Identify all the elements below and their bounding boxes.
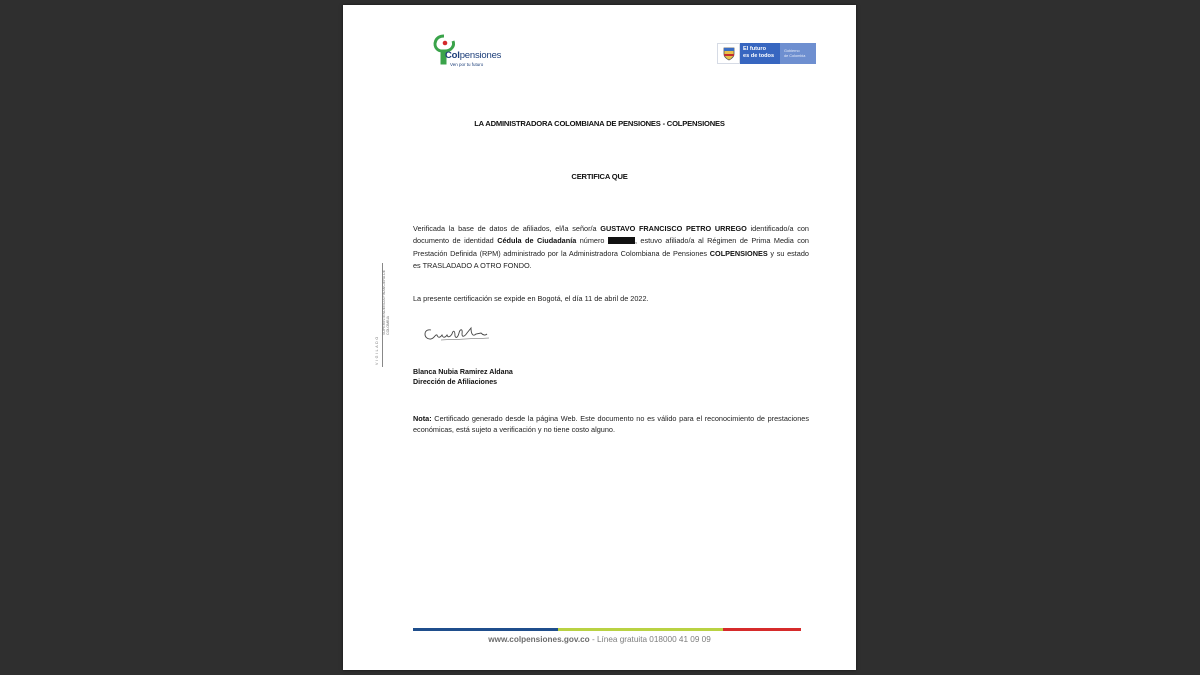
note-text: Certificado generado desde la página Web. Este documento no es válido para el reconocimiento de prestaciones económicas, está sujeto a verificación y no tiene costo alguno. [413,414,809,434]
document-heading: LA ADMINISTRADORA COLOMBIANA DE PENSIONES - COLPENSIONES [474,119,725,128]
entity-name: COLPENSIONES [709,248,768,258]
note-label: Nota: [413,414,432,423]
signature-image [421,320,491,348]
colpensiones-wordmark: Colpensiones [445,50,502,61]
footer-contact: www.colpensiones.gov.co - Línea gratuita 018000 41 09 09 [488,635,711,644]
id-type: Cédula de Ciudadanía [497,236,577,246]
gobierno-slogan: El futuro es de todos [740,43,780,64]
document-subheading: CERTIFICA QUE [571,172,628,181]
colpensiones-tagline: Ven por tu futuro [450,62,484,67]
footer-phone: Línea gratuita 018000 41 09 09 [596,635,711,644]
footer-color-bar [413,628,801,631]
redacted-id-number [608,237,635,244]
colpensiones-logo [431,33,511,75]
certification-paragraph: Verificada la base de datos de afiliados, el/la señor/a GUSTAVO FRANCISCO PETRO URREGO identificado/a con documento de identidad Cédula de Ciudadanía número , estuvo afiliado/a al Régimen de Prima Media con Prestación Definida (RPM) administrado por la Administradora Colombiana de Pensiones COLPENSIONES y su estado es TRASLADADO A OTRO FONDO. [413,224,809,271]
footer-website-link[interactable]: www.colpensiones.gov.co [488,635,590,644]
coat-of-arms-icon [717,43,740,64]
signer-department: Dirección de Afiliaciones [413,378,498,386]
document-page [343,5,856,670]
gobierno-entity: Gobierno de Colombia [780,43,816,64]
signer-name: Blanca Nubia Ramirez Aldana [413,368,513,376]
vigilado-stamp [375,263,395,367]
footer-bar-red [723,628,801,631]
stamp-entity: SUPERINTENDENCIA FINANCIERA DE COLOMBIA [382,269,391,335]
stamp-label: VIGILADO [375,335,379,365]
disclaimer-note [413,413,809,435]
gobierno-colombia-logo [717,43,816,64]
footer-bar-blue [413,628,558,631]
footer-bar-green [558,628,723,631]
issue-statement: La presente certificación se expide en Bogotá, el día 11 de abril de 2022. [413,294,649,303]
affiliate-name: GUSTAVO FRANCISCO PETRO URREGO [600,224,747,233]
